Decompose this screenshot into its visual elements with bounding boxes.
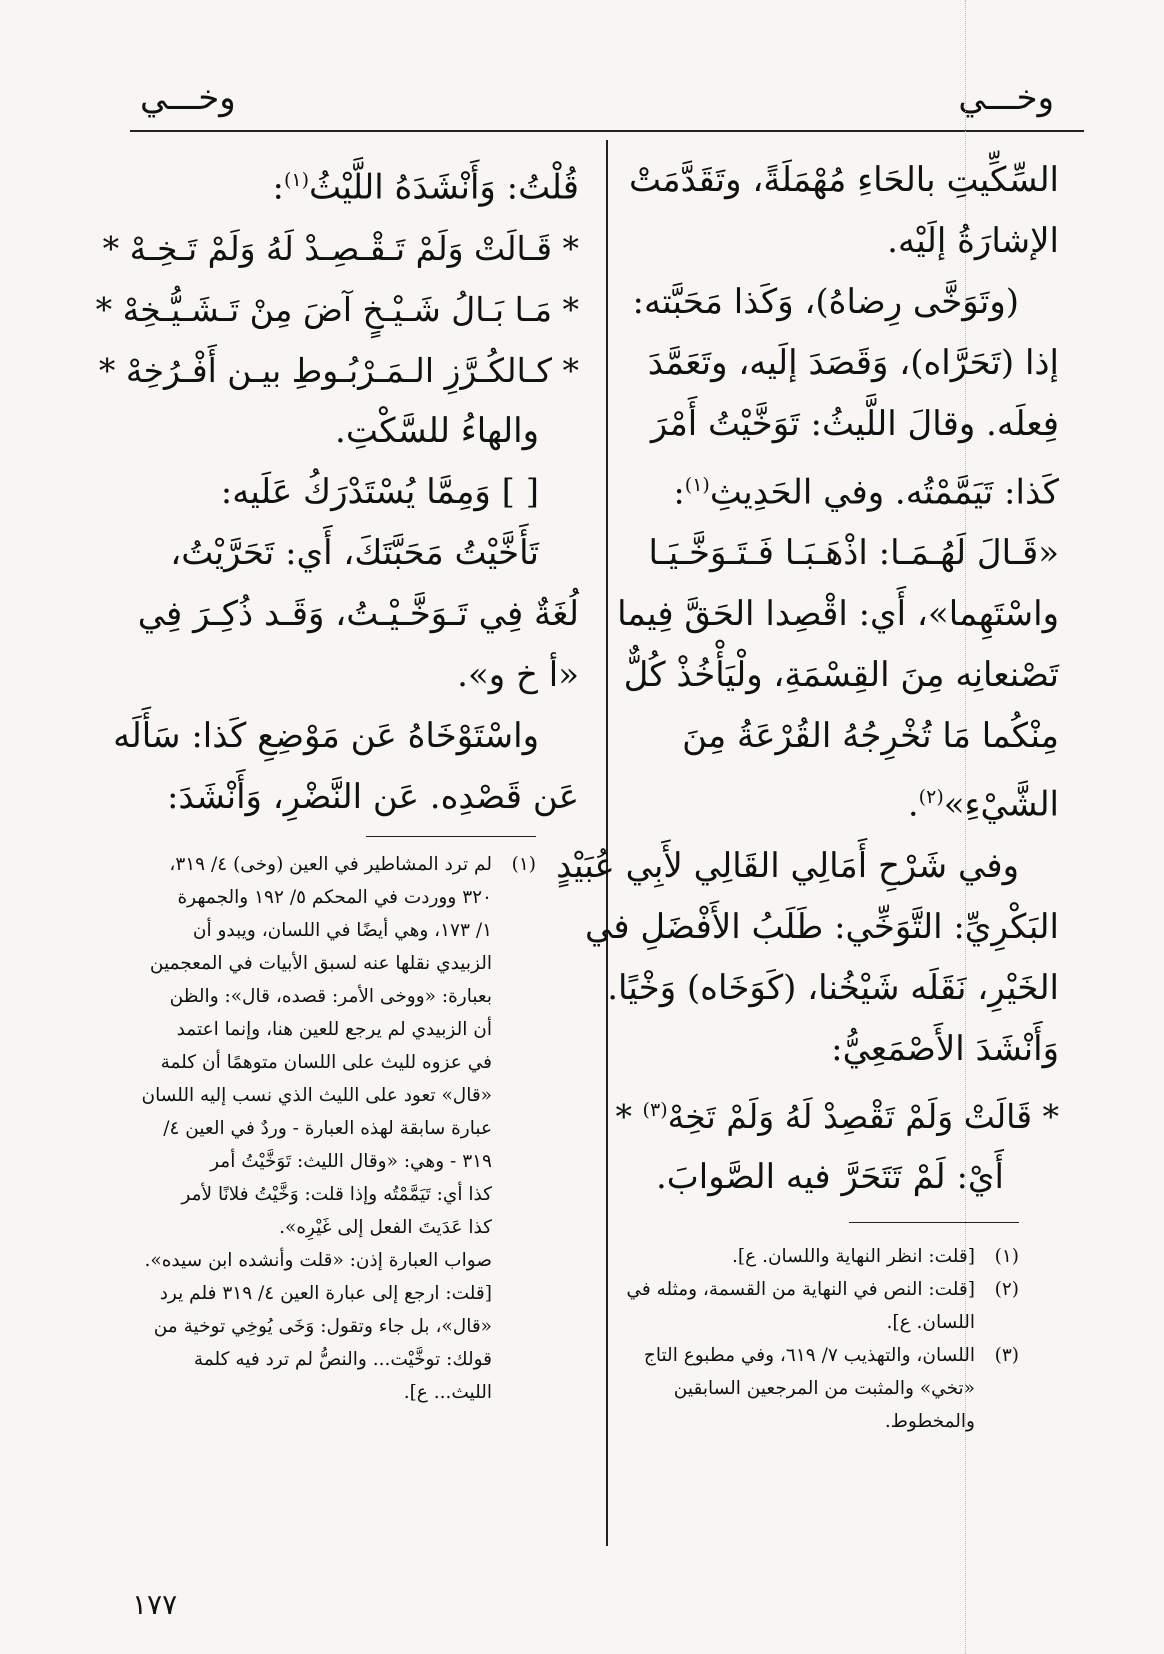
- footnote-line: [قلت: انظر النهاية واللسان. ع].: [732, 1246, 975, 1267]
- text-line: [130, 645, 579, 706]
- right-footnotes: [626, 1240, 1019, 1438]
- line-text: لُغَةٌ فِي تَـوَخَّـيْـتُ، وَقَـد ذُكِـرَ فِي: [137, 594, 579, 635]
- line-text: وَأَنْشَدَ الأَصْمَعِيُّ:: [831, 1028, 1059, 1069]
- text-line: [556, 836, 1059, 897]
- footnote-line: اللسان، والتهذيب ٧/ ٦١٩، وفي مطبوع التاج: [643, 1345, 975, 1366]
- right-column-text: [556, 150, 1059, 1080]
- line-text: الإشارَةُ إلَيْه.: [887, 221, 1059, 261]
- verse-line: [98, 340, 579, 401]
- text-line: [623, 645, 1059, 706]
- footnote-number: (١): [511, 854, 536, 875]
- left-column: [95, 150, 579, 828]
- line-text: فِعلَه. وقالَ اللَّيثُ: تَوَخَّيْتُ أَمْرَ: [650, 404, 1059, 444]
- text-line: [640, 523, 1059, 584]
- text-line: [607, 958, 1059, 1019]
- footnote-line: كذا أي: تَيَمَّمْتُه وإذا قلت: وَخَّيْتُ فلانًا لأمر: [181, 1184, 492, 1205]
- left-footnote-rule: [366, 836, 536, 837]
- footnote-line: في عزوه لليث على اللسان متوهمًا أن كلمة: [160, 1052, 492, 1073]
- footnote-number: (٢): [994, 1279, 1019, 1300]
- line-text: (وتَوَخَّى رِضاهُ)، وَكَذا مَحَبَّته:: [632, 282, 1019, 322]
- footnote-line: ٣٢٠ ووردت في المحكم ٥/ ١٩٢ والجمهرة: [177, 887, 492, 908]
- line-text: «أ خ و».: [457, 655, 579, 696]
- text-line: [617, 584, 1059, 645]
- verse-line: [95, 279, 579, 340]
- line-text: الخَيْرِ، نَقَلَه شَيْخُنا، (كَوَخَاه) وَخْيًا.: [607, 967, 1059, 1008]
- line-text: * كـالكُـرَّزِ الـمَـرْبُـوطِ بيـن أَفْـرُخِهْ *: [98, 351, 579, 391]
- text-line: [130, 462, 579, 523]
- text-line: [640, 455, 1059, 523]
- text-line: [113, 706, 579, 767]
- footnote-line: الليث... ع].: [403, 1382, 492, 1403]
- left-footnotes: [128, 848, 536, 1409]
- line-punctuation: :: [272, 167, 284, 208]
- footnote: [626, 1273, 1019, 1339]
- footnote-line: «قال» تعود على الليث الذي نسب إليه اللسان: [141, 1085, 492, 1106]
- line-text: * مَـا بَـالُ شَـيْـخٍ آضَ مِنْ تَـشَـيُّـخِهْ *: [95, 290, 579, 330]
- text-line: [640, 1019, 1059, 1080]
- footnote-line: الزبيدي نقلها عنه لسبق الأبيات في المعجمين: [149, 953, 492, 974]
- verse-line: [102, 218, 579, 279]
- text-line: [130, 523, 579, 584]
- footnote-number: (٣): [994, 1345, 1019, 1366]
- page-number: ١٧٧: [132, 1588, 178, 1621]
- text-line: [130, 767, 579, 828]
- text-line: [640, 767, 1059, 835]
- text-line: [640, 706, 1059, 767]
- footnote: [640, 1240, 1019, 1273]
- line-text: كَذا: تَيَمَّمْتُه. وفي الحَدِيثِ: [709, 472, 1059, 513]
- line-text: قُلْتُ: وَأَنْشَدَهُ اللَّيْثُ: [309, 167, 579, 208]
- footnote-line: [قلت: النص في النهاية من القسمة، ومثله في: [626, 1279, 975, 1300]
- header-left-word: وخـــي: [140, 78, 236, 118]
- verse-line: [615, 1080, 1059, 1147]
- line-text: تَأَخَّيْتُ مَحَبَّتَكَ، أَي: تَحَرَّيْتُ،: [170, 533, 539, 574]
- right-column: [556, 150, 1059, 1208]
- text-line: [632, 272, 1059, 333]
- text-line: [130, 150, 579, 218]
- footnote-line: لم ترد المشاطير في العين (وخى) ٤/ ٣١٩،: [169, 854, 492, 875]
- header-rule: [130, 130, 1084, 132]
- line-text: الشَّيْءِ»: [943, 784, 1059, 825]
- footnote-line: قولك: توخَّيْت... والنصُّ لم ترد فيه كلمة: [193, 1349, 492, 1370]
- text-line: [640, 333, 1059, 394]
- right-column-verse: [615, 1080, 1059, 1147]
- footnote-line: عبارة سابقة لهذه العبارة - وردٌ في العين ٤/: [163, 1118, 492, 1139]
- line-text: * قَالَتْ وَلَمْ تَقْصِدْ لَهُ وَلَمْ تَخِهْ: [667, 1096, 1059, 1136]
- footnote-line: والمخطوط.: [884, 1411, 975, 1432]
- footnote-line: صواب العبارة إذن: «قلت وأنشده ابن سيده».: [144, 1250, 492, 1271]
- footnote-marker: (١): [283, 169, 309, 191]
- line-text: إذا (تَحَرَّاه)، وَقَصَدَ إلَيه، وتَعَمَّدَ: [647, 343, 1059, 383]
- footnote-marker: (٢): [918, 786, 944, 809]
- footnote-line: كذا عَدَيتَ الفعل إلى غَيْرِه».: [279, 1217, 492, 1238]
- footnote-line: أن الزبيدي لم يرجع للعين هنا، وإنما اعتمد: [176, 1019, 492, 1040]
- line-text: «قَـالَ لَهُـمَـا: اذْهَـبَـا فَـتَـوَخَّـيَـا: [648, 533, 1059, 574]
- text-line: [640, 394, 1059, 455]
- text-line: [130, 401, 579, 462]
- line-text: تَصْنعانِه مِنَ القِسْمَةِ، ولْيَأْخُذْ كُلٌّ: [623, 655, 1059, 696]
- line-text: البَكْرِيِّ: التَّوَخِّي: طَلَبُ الأَفْضَلِ في: [585, 906, 1059, 947]
- line-text: [ ] وَمِمَّا يُسْتَدْرَكُ عَلَيه:: [220, 472, 539, 513]
- footnote-line: ٣١٩ - وهي: «وقال الليث: تَوَخَّيْتُ أمر: [210, 1151, 492, 1172]
- line-text: واسْتَوْخَاهُ عَن مَوْضِعِ كَذا: سَأَلَه: [113, 716, 539, 757]
- footnote-marker: (٣): [642, 1098, 668, 1121]
- footnote-number: (١): [994, 1246, 1019, 1267]
- text-line: [629, 150, 1059, 211]
- line-text: مِنْكُما مَا تُخْرِجُهُ القُرْعَةُ مِنَ: [682, 716, 1059, 757]
- page-header: [130, 72, 1054, 132]
- line-text: * قَـالَتْ وَلَمْ تَـقْـصِـدْ لَهُ وَلَمْ تَـخِـهْ *: [102, 229, 579, 269]
- footnote-line: [قلت: ارجع إلى عبارة العين ٤/ ٣١٩ فلم يرد: [159, 1283, 492, 1304]
- line-text: وفي شَرْحِ أَمَالِي القَالِي لأَبِي عُبَيْدٍ: [556, 845, 1019, 886]
- footnote-line: بعبارة: «ووخى الأمر: قصده، قال»: والظن: [169, 986, 492, 1007]
- line-punctuation: .: [907, 784, 919, 825]
- text-line: [130, 584, 579, 645]
- right-footnote-rule: [849, 1222, 1019, 1223]
- line-text: السِّكِّيتِ بالحَاءِ مُهْمَلَةً، وتَقَدَّمَتْ: [629, 160, 1059, 200]
- line-text: والهاءُ للسَّكْتِ.: [335, 411, 539, 452]
- line-text: عَن قَصْدِه. عَن النَّضْرِ، وَأَنْشَدَ:: [166, 777, 579, 818]
- right-column-closing-line: أَيْ: لَمْ تَتَحَرَّ فيه الصَّوابَ.: [655, 1156, 1004, 1197]
- footnote-line: «قال»، بل جاء وتقول: وَخَى يُوخِي توخية من: [153, 1316, 492, 1337]
- line-text: واسْتَهِما»، أَي: اقْصِدا الحَقَّ فِيما: [617, 594, 1059, 635]
- footnote-line: ١/ ١٧٣، وهي أيضًا في اللسان، ويبدو أن: [192, 920, 492, 941]
- footnote: [640, 1339, 1019, 1438]
- line-punctuation: *: [615, 1096, 643, 1136]
- text-line: [640, 211, 1059, 272]
- footnote: [128, 848, 536, 1409]
- footnote-marker: (١): [684, 474, 710, 496]
- line-punctuation: :: [673, 472, 685, 513]
- left-column-text: [95, 150, 579, 828]
- footnote-line: اللسان. ع].: [886, 1312, 975, 1333]
- header-right-word: وخـــي: [958, 78, 1054, 118]
- footnote-line: «تخي» والمثبت من المرجعين السابقين: [673, 1378, 975, 1399]
- text-line: [585, 897, 1059, 958]
